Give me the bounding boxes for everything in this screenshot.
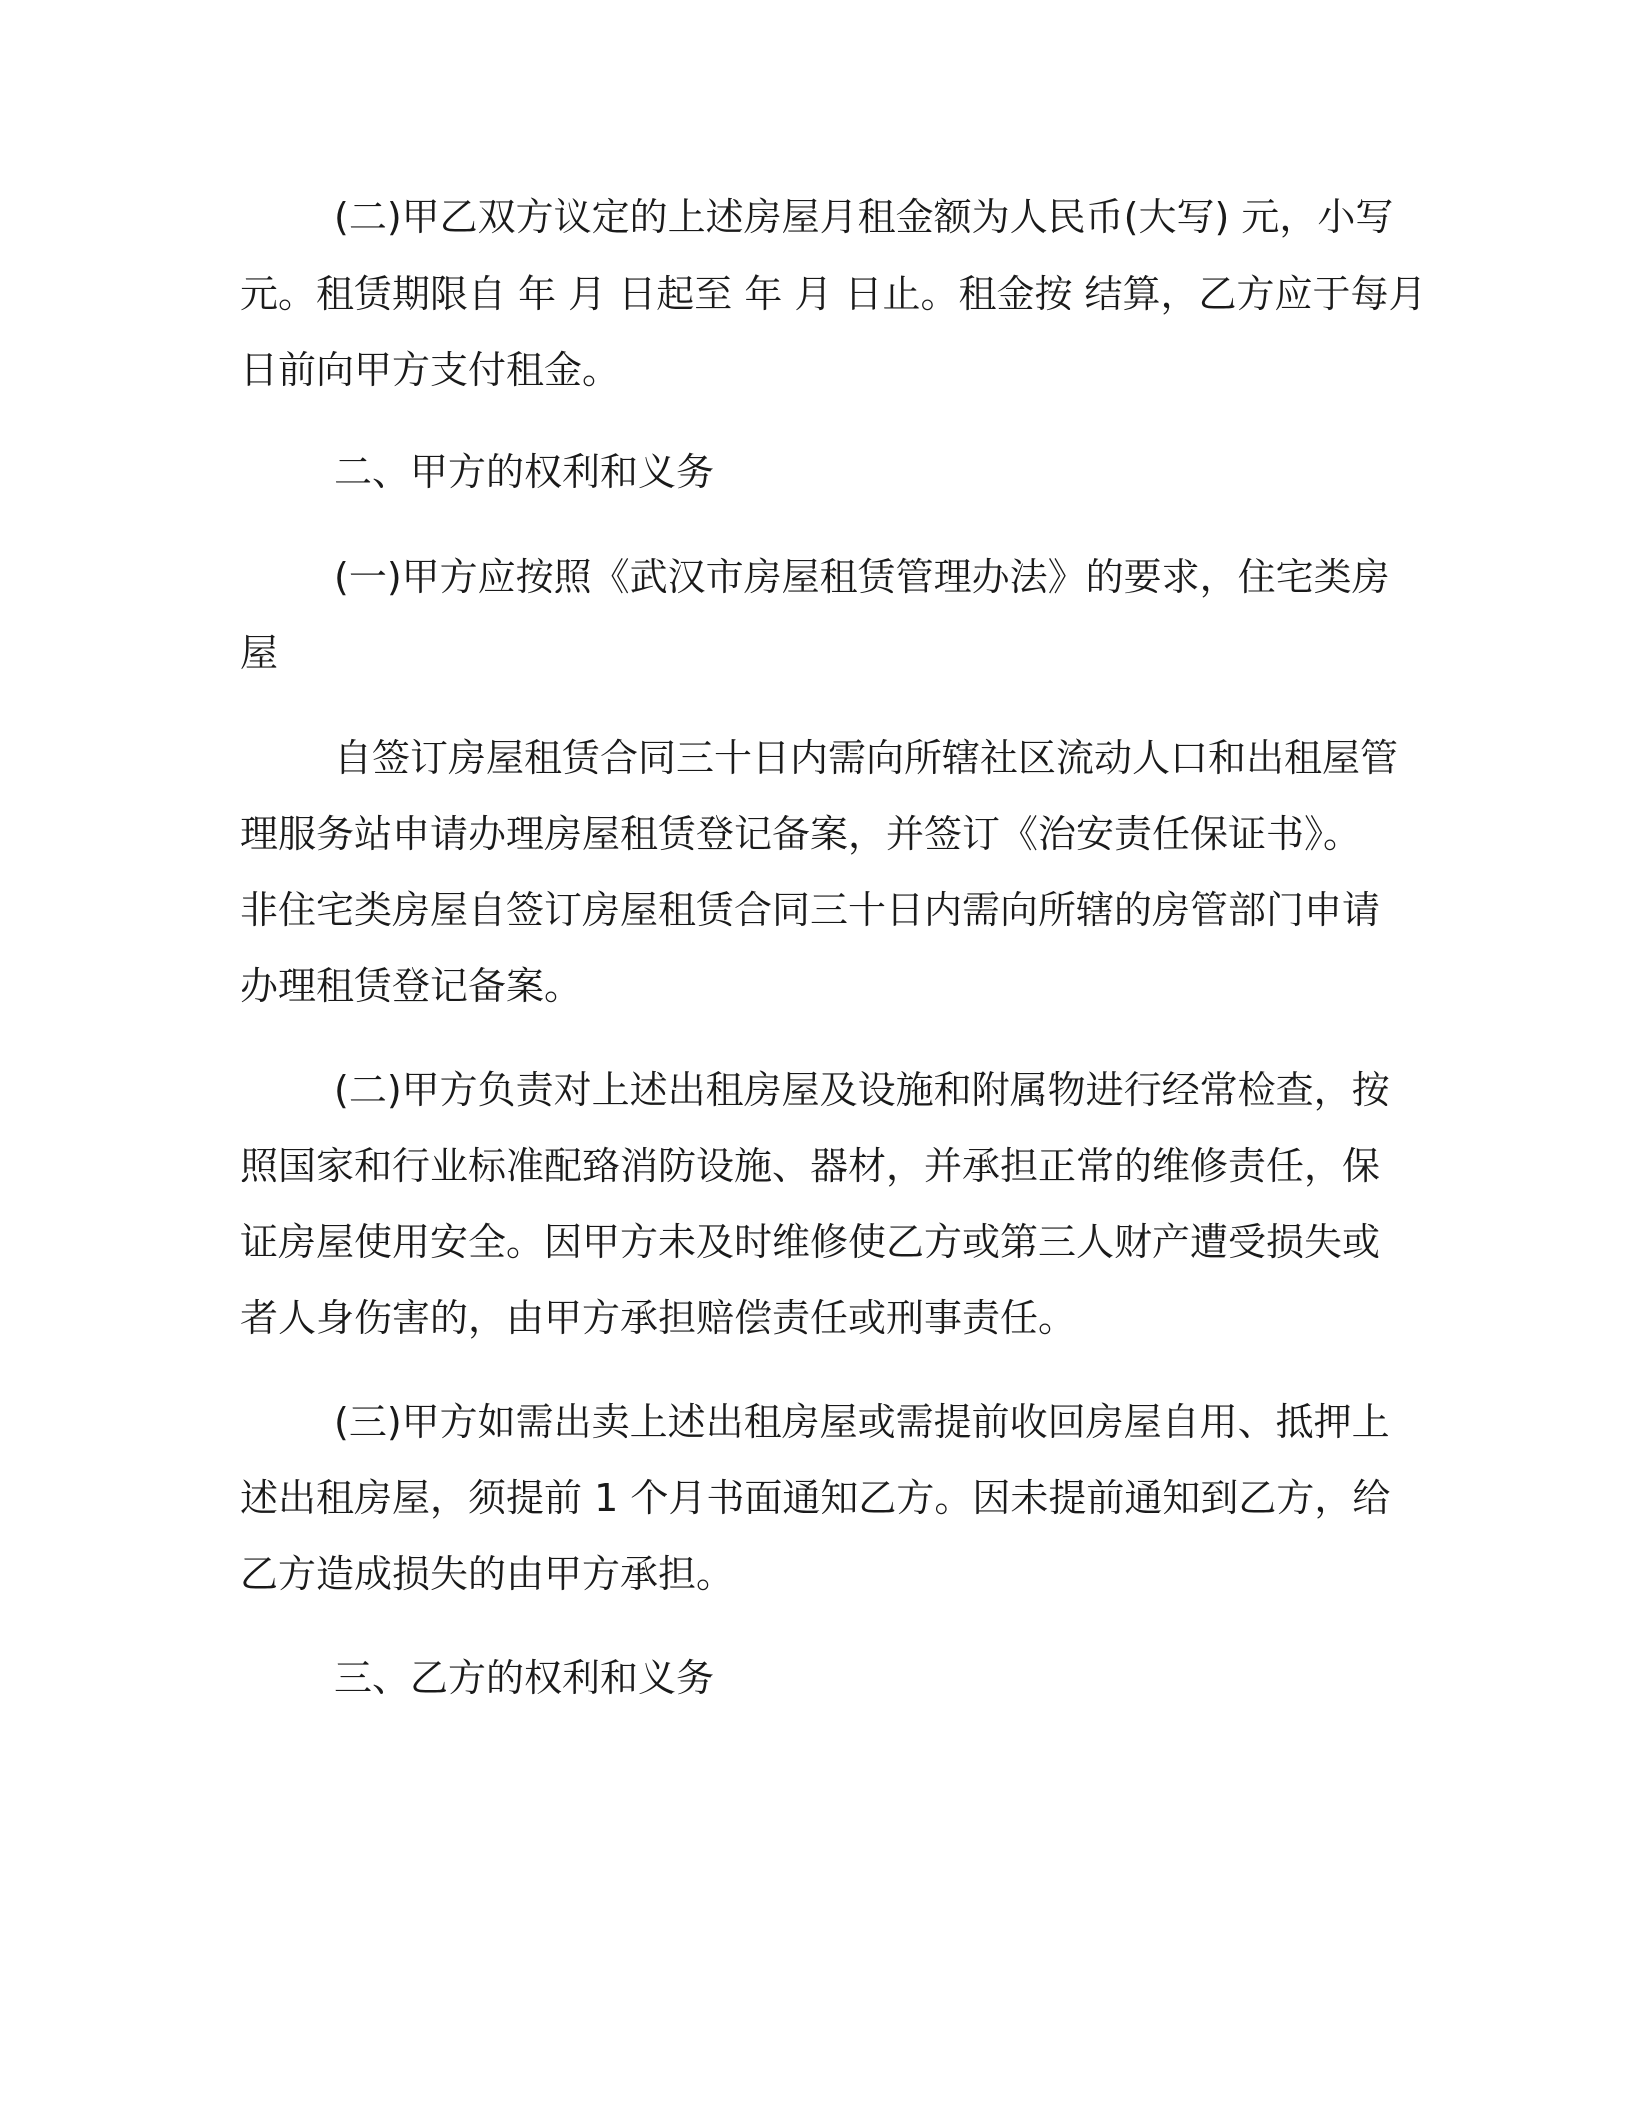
section-heading: 三、乙方的权利和义务	[334, 1656, 715, 1700]
document-page	[240, 0, 1427, 2112]
text-line: 办理租赁登记备案。	[240, 964, 583, 1008]
text-line: 者人身伤害的，由甲方承担赔偿责任或刑事责任。	[240, 1296, 1077, 1340]
text-line: 述出租房屋，须提前 1 个月书面通知乙方。因未提前通知到乙方，给	[240, 1476, 1391, 1520]
text-line: (三)甲方如需出卖上述出租房屋或需提前收回房屋自用、抵押上	[334, 1400, 1390, 1444]
text-line: 元。租赁期限自 年 月 日起至 年 月 日止。租金按 结算，乙方应于每月	[240, 272, 1427, 316]
text-line: 乙方造成损失的由甲方承担。	[240, 1552, 735, 1596]
text-line: (一)甲方应按照《武汉市房屋租赁管理办法》的要求，住宅类房	[334, 555, 1390, 599]
text-line: (二)甲乙双方议定的上述房屋月租金额为人民币(大写) 元，小写	[334, 195, 1394, 239]
text-line: 照国家和行业标准配臵消防设施、器材，并承担正常的维修责任，保	[240, 1144, 1381, 1188]
text-line: 理服务站申请办理房屋租赁登记备案，并签订《治安责任保证书》。	[240, 812, 1362, 856]
section-heading: 二、甲方的权利和义务	[334, 450, 715, 494]
text-line: (二)甲方负责对上述出租房屋及设施和附属物进行经常检查，按	[334, 1068, 1390, 1112]
text-line: 日前向甲方支付租金。	[240, 348, 621, 392]
text-line: 自签订房屋租赁合同三十日内需向所辖社区流动人口和出租屋管	[334, 736, 1399, 780]
text-line: 非住宅类房屋自签订房屋租赁合同三十日内需向所辖的房管部门申请	[240, 888, 1381, 932]
text-line: 屋	[240, 631, 279, 675]
text-line: 证房屋使用安全。因甲方未及时维修使乙方或第三人财产遭受损失或	[240, 1220, 1381, 1264]
